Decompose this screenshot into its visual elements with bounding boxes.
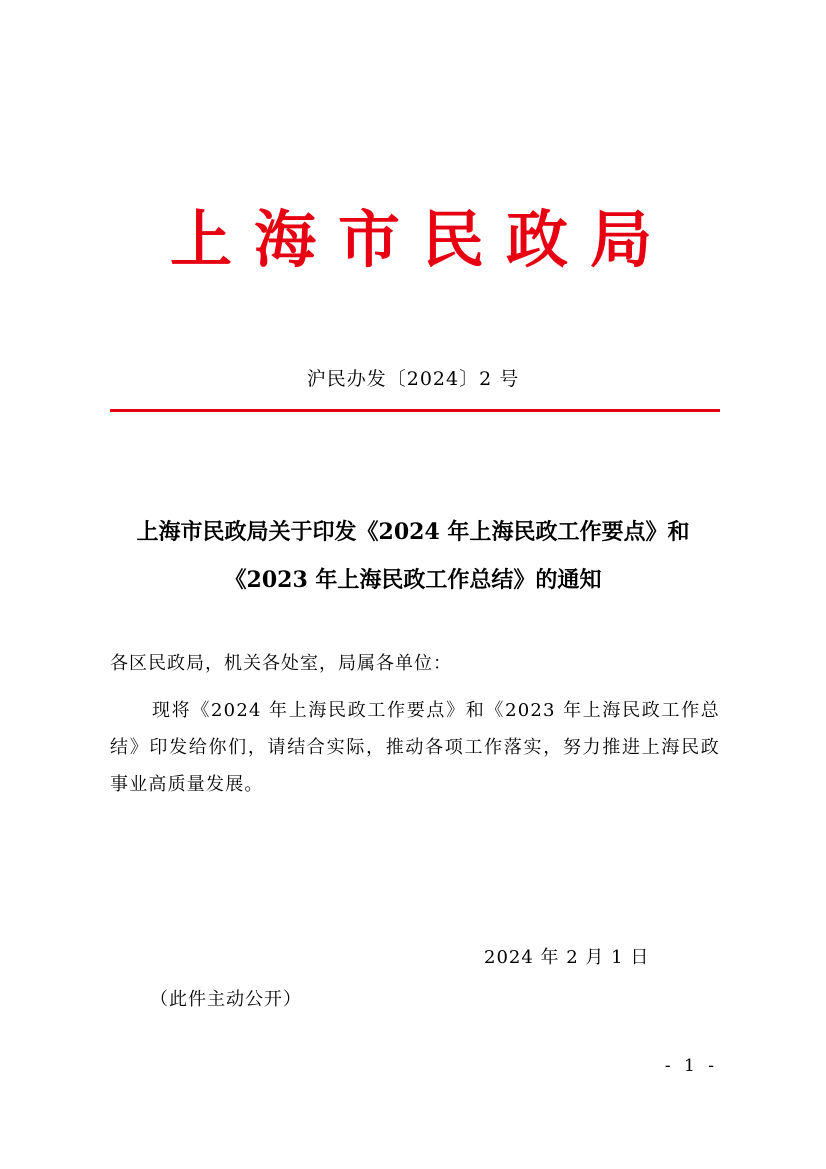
disclosure-note: （此件主动公开） — [150, 989, 302, 1010]
document-number: 沪民办发〔2024〕2 号 — [306, 368, 520, 390]
title-line-2: 《2023 年上海民政工作总结》的通知 — [224, 567, 602, 593]
red-divider-line — [110, 409, 720, 412]
salutation: 各区民政局，机关各处室，局属各单位： — [110, 653, 452, 674]
issue-date: 2024 年 2 月 1 日 — [484, 947, 650, 968]
title-line-1: 上海市民政局关于印发《2024 年上海民政工作要点》和 — [136, 519, 690, 545]
document-title — [0, 508, 826, 604]
issuer-name: 上海市民政局 — [169, 203, 674, 276]
page-number: - 1 - — [664, 1056, 718, 1076]
body-paragraph: 现将《2024 年上海民政工作要点》和《2023 年上海民政工作总结》印发给你们，请结合实际，推动各项工作落实，努力推进上海民政事业高质量发展。 — [110, 700, 720, 795]
